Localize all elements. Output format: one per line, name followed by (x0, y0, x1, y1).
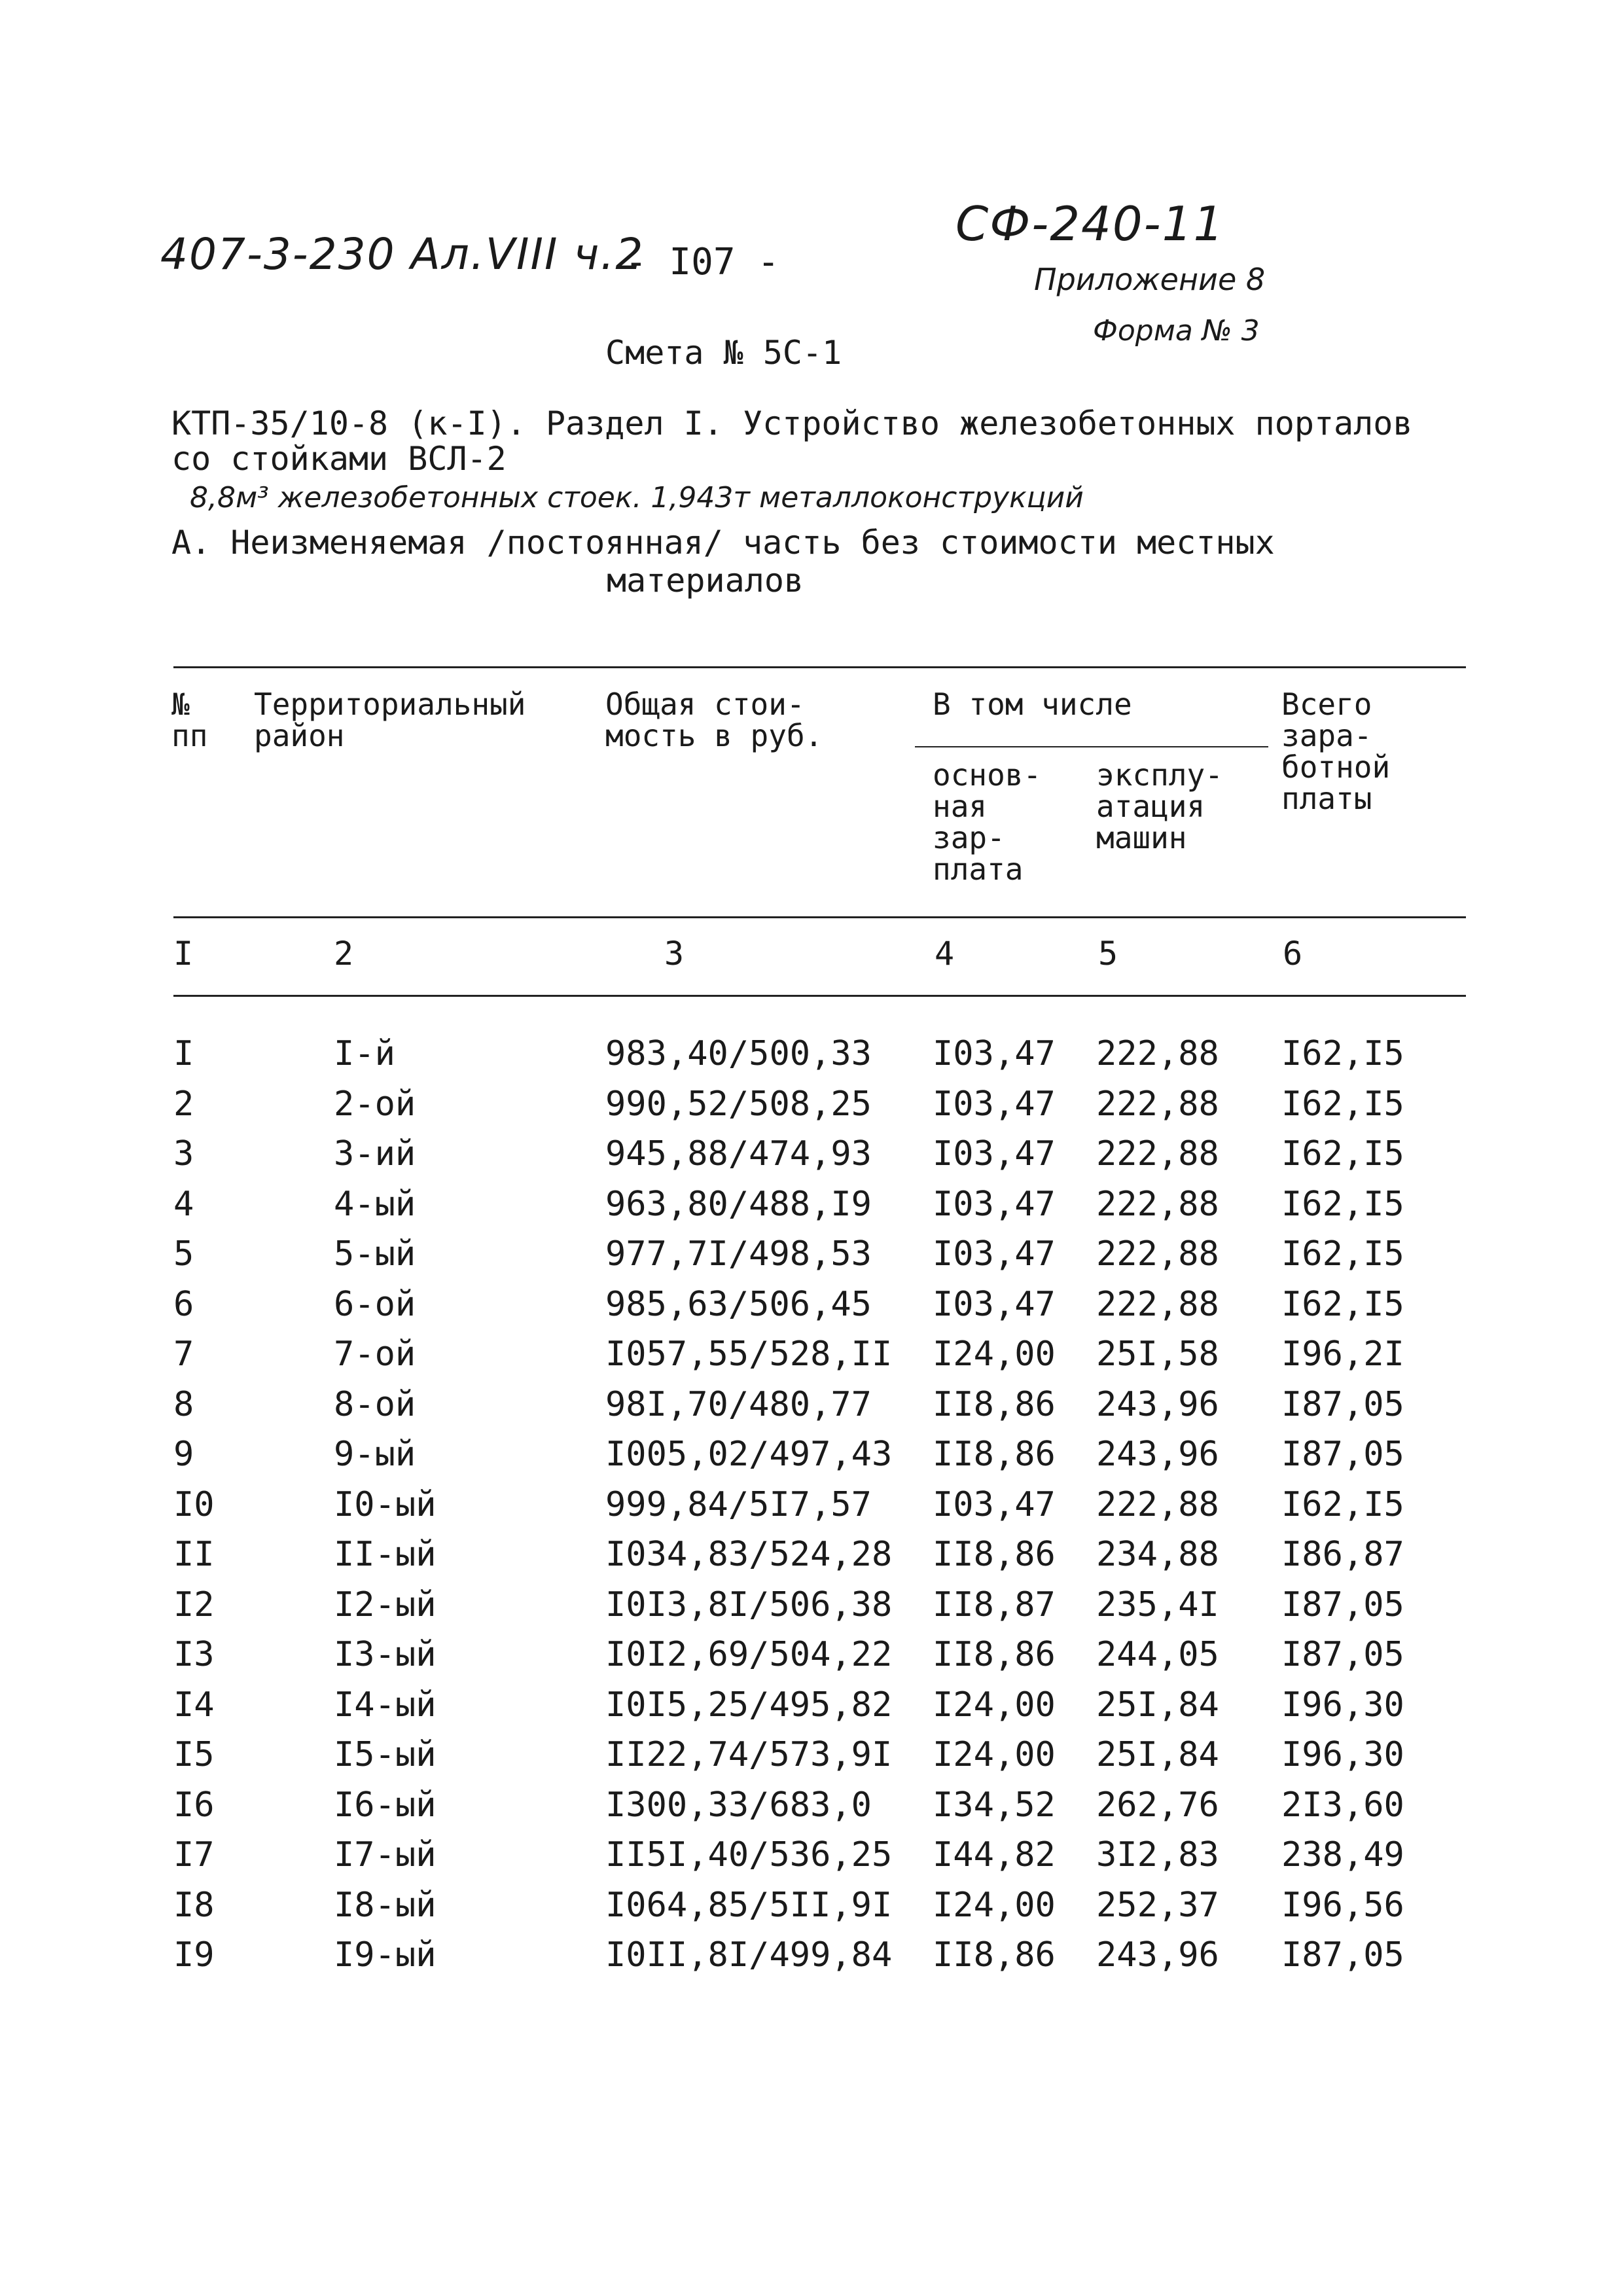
document-code: 407-3-230 Ал.VIII ч.2 (160, 229, 645, 279)
region-cell: II-ый (334, 1535, 437, 1574)
machine-cost-cell: 243,96 (1096, 1435, 1219, 1474)
total-salary-cell: I62,I5 (1281, 1085, 1404, 1124)
row-number: I8 (173, 1886, 215, 1925)
machine-cost-cell: 222,88 (1096, 1234, 1219, 1274)
total-salary-cell: I87,05 (1281, 1585, 1404, 1624)
total-salary-cell: I62,I5 (1281, 1285, 1404, 1324)
region-cell: I3-ый (334, 1635, 437, 1674)
page-number: - I07 - (625, 241, 780, 283)
region-cell: 5-ый (334, 1234, 416, 1274)
row-number: I3 (173, 1635, 215, 1674)
row-number: I6 (173, 1785, 215, 1825)
total-salary-cell: I96,56 (1281, 1886, 1404, 1925)
machine-cost-cell: 3I2,83 (1096, 1835, 1219, 1874)
header-total-cost: Общая стои- мость в руб. (605, 687, 823, 753)
total-salary-cell: I96,2I (1281, 1335, 1404, 1374)
region-cell: 6-ой (334, 1285, 416, 1324)
machine-cost-cell: 243,96 (1096, 1935, 1219, 1975)
base-salary-cell: I03,47 (933, 1085, 1056, 1124)
region-cell: I5-ый (334, 1735, 437, 1774)
base-salary-cell: I03,47 (933, 1134, 1056, 1174)
total-salary-cell: I96,30 (1281, 1735, 1404, 1774)
header-region: Территориальный район (254, 687, 526, 753)
base-salary-cell: I34,52 (933, 1785, 1056, 1825)
base-salary-cell: I03,47 (933, 1185, 1056, 1224)
total-cost-cell: 977,7I/498,53 (605, 1234, 872, 1274)
header-including: В том числе (933, 687, 1132, 722)
base-salary-cell: II8,86 (933, 1435, 1056, 1474)
row-number: 2 (173, 1085, 194, 1124)
region-cell: 2-ой (334, 1085, 416, 1124)
total-cost-cell: 945,88/474,93 (605, 1134, 872, 1174)
row-number: 9 (173, 1435, 194, 1474)
region-cell: I9-ый (334, 1935, 437, 1975)
row-number: II (173, 1535, 215, 1574)
base-salary-cell: II8,86 (933, 1385, 1056, 1424)
total-cost-cell: 999,84/5I7,57 (605, 1485, 872, 1524)
base-salary-cell: I03,47 (933, 1485, 1056, 1524)
total-cost-cell: I034,83/524,28 (605, 1535, 893, 1574)
total-salary-cell: I62,I5 (1281, 1485, 1404, 1524)
row-number: I0 (173, 1485, 215, 1524)
total-salary-cell: 238,49 (1281, 1835, 1404, 1874)
total-cost-cell: II5I,40/536,25 (605, 1835, 893, 1874)
handwritten-note: 8,8м³ железобетонных стоек. 1,943т металлоконструкций (190, 481, 1084, 514)
region-cell: I4-ый (334, 1685, 437, 1725)
machine-cost-cell: 222,88 (1096, 1034, 1219, 1073)
base-salary-cell: I24,00 (933, 1735, 1056, 1774)
total-cost-cell: 985,63/506,45 (605, 1285, 872, 1324)
region-cell: 9-ый (334, 1435, 416, 1474)
base-salary-cell: I03,47 (933, 1285, 1056, 1324)
form-label: Форма № 3 (1093, 314, 1260, 348)
region-cell: I6-ый (334, 1785, 437, 1825)
base-salary-cell: II8,86 (933, 1635, 1056, 1674)
table-top-rule (173, 666, 1466, 668)
total-cost-cell: I064,85/5II,9I (605, 1886, 893, 1925)
base-salary-cell: II8,87 (933, 1585, 1056, 1624)
base-salary-cell: II8,86 (933, 1935, 1056, 1975)
estimate-number: Смета № 5С-1 (605, 334, 842, 372)
header-row-number: № пп (171, 687, 208, 753)
total-salary-cell: I62,I5 (1281, 1185, 1404, 1224)
machine-cost-cell: 25I,84 (1096, 1735, 1219, 1774)
machine-cost-cell: 222,88 (1096, 1134, 1219, 1174)
region-cell: I0-ый (334, 1485, 437, 1524)
total-cost-cell: I0II,8I/499,84 (605, 1935, 893, 1975)
total-salary-cell: I86,87 (1281, 1535, 1404, 1574)
machine-cost-cell: 25I,58 (1096, 1335, 1219, 1374)
base-salary-cell: II8,86 (933, 1535, 1056, 1574)
total-salary-cell: I87,05 (1281, 1385, 1404, 1424)
base-salary-cell: I03,47 (933, 1034, 1056, 1073)
total-salary-cell: I96,30 (1281, 1685, 1404, 1725)
total-cost-cell: I0I3,8I/506,38 (605, 1585, 893, 1624)
machine-cost-cell: 234,88 (1096, 1535, 1219, 1574)
machine-cost-cell: 252,37 (1096, 1886, 1219, 1925)
region-cell: I7-ый (334, 1835, 437, 1874)
machine-cost-cell: 222,88 (1096, 1085, 1219, 1124)
subheading-line-1: А. Неизменяемая /постоянная/ часть без стоимости местных (171, 524, 1275, 562)
row-number: 8 (173, 1385, 194, 1424)
total-cost-cell: II22,74/573,9I (605, 1735, 893, 1774)
total-salary-cell: I87,05 (1281, 1435, 1404, 1474)
total-salary-cell: I62,I5 (1281, 1134, 1404, 1174)
column-number-6: 6 (1283, 935, 1303, 973)
region-cell: 3-ий (334, 1134, 416, 1174)
header-base-salary: основ- ная зар- плата (933, 757, 1042, 887)
base-salary-cell: I24,00 (933, 1685, 1056, 1725)
total-cost-cell: 98I,70/480,77 (605, 1385, 872, 1424)
total-salary-cell: 2I3,60 (1281, 1785, 1404, 1825)
row-number: I2 (173, 1585, 215, 1624)
base-salary-cell: I44,82 (933, 1835, 1056, 1874)
row-number: I4 (173, 1685, 215, 1725)
row-number: 4 (173, 1185, 194, 1224)
total-salary-cell: I62,I5 (1281, 1234, 1404, 1274)
machine-cost-cell: 222,88 (1096, 1185, 1219, 1224)
row-number: 5 (173, 1234, 194, 1274)
total-cost-cell: I0I2,69/504,22 (605, 1635, 893, 1674)
row-number: I7 (173, 1835, 215, 1874)
machine-cost-cell: 243,96 (1096, 1385, 1219, 1424)
base-salary-cell: I03,47 (933, 1234, 1056, 1274)
base-salary-cell: I24,00 (933, 1886, 1056, 1925)
row-number: 7 (173, 1335, 194, 1374)
column-number-3: 3 (664, 935, 685, 973)
total-salary-cell: I87,05 (1281, 1935, 1404, 1975)
header-total-salary: Всего зара- ботной платы (1281, 687, 1391, 816)
total-salary-cell: I62,I5 (1281, 1034, 1404, 1073)
header-machine-operation: эксплу- атация машин (1096, 757, 1223, 855)
region-cell: 8-ой (334, 1385, 416, 1424)
appendix-label: Приложение 8 (1034, 262, 1266, 297)
region-cell: I-й (334, 1034, 395, 1073)
heading-line-1: КТП-35/10-8 (к-I). Раздел I. Устройство железобетонных порталов (171, 404, 1413, 442)
total-cost-cell: 990,52/508,25 (605, 1085, 872, 1124)
total-cost-cell: 983,40/500,33 (605, 1034, 872, 1073)
total-cost-cell: I005,02/497,43 (605, 1435, 893, 1474)
base-salary-cell: I24,00 (933, 1335, 1056, 1374)
machine-cost-cell: 235,4I (1096, 1585, 1219, 1624)
region-cell: 4-ый (334, 1185, 416, 1224)
column-number-2: 2 (334, 935, 354, 973)
total-cost-cell: I057,55/528,II (605, 1335, 893, 1374)
region-cell: I8-ый (334, 1886, 437, 1925)
machine-cost-cell: 222,88 (1096, 1485, 1219, 1524)
subheading (171, 524, 1275, 600)
total-cost-cell: I300,33/683,0 (605, 1785, 872, 1825)
machine-cost-cell: 244,05 (1096, 1635, 1219, 1674)
row-number: 6 (173, 1285, 194, 1324)
machine-cost-cell: 25I,84 (1096, 1685, 1219, 1725)
row-number: I5 (173, 1735, 215, 1774)
machine-cost-cell: 262,76 (1096, 1785, 1219, 1825)
column-number-1: I (173, 935, 194, 973)
header-bottom-rule (173, 916, 1466, 918)
total-cost-cell: I0I5,25/495,82 (605, 1685, 893, 1725)
region-cell: I2-ый (334, 1585, 437, 1624)
total-salary-cell: I87,05 (1281, 1635, 1404, 1674)
column-number-4: 4 (935, 935, 955, 973)
column-number-5: 5 (1098, 935, 1118, 973)
machine-cost-cell: 222,88 (1096, 1285, 1219, 1324)
region-cell: 7-ой (334, 1335, 416, 1374)
row-number: I (173, 1034, 194, 1073)
sheet-code: СФ-240-11 (955, 196, 1225, 251)
row-number: 3 (173, 1134, 194, 1174)
subheading-line-2: материалов (607, 562, 804, 600)
row-number: I9 (173, 1935, 215, 1975)
total-cost-cell: 963,80/488,I9 (605, 1185, 872, 1224)
heading-line-2: со стойками ВСЛ-2 (171, 440, 507, 478)
section-heading (171, 406, 1412, 476)
column-numbers-rule (173, 995, 1466, 997)
including-underline (915, 746, 1268, 747)
